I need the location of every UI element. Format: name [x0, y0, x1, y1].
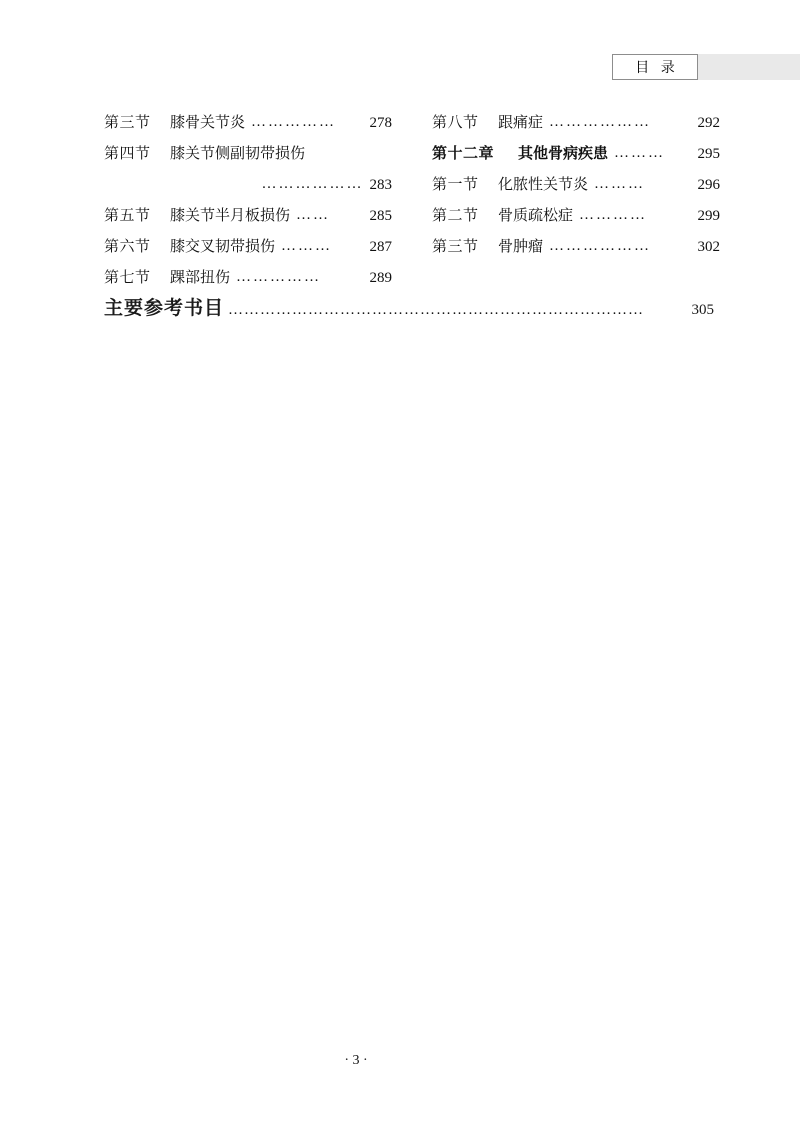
toc-column-left — [104, 108, 392, 294]
toc-entry[interactable] — [104, 139, 392, 170]
toc-leader: ………… — [579, 207, 648, 223]
toc-leader: ……… — [594, 176, 646, 192]
toc-entry-label: 第八节 — [432, 115, 479, 131]
toc-entry-label: 第四节 — [104, 146, 151, 162]
page-folio: · 3 · — [344, 1053, 368, 1068]
toc-page-number: 278 — [369, 115, 392, 131]
toc-entry[interactable] — [432, 108, 720, 139]
toc-entry-title: 跟痛症 — [498, 115, 544, 131]
toc-page-number: 287 — [369, 239, 392, 255]
toc-leader: ……………… — [549, 238, 652, 254]
toc-page-number: 302 — [697, 239, 720, 255]
toc-page-number: 289 — [369, 270, 392, 286]
toc-entry[interactable] — [104, 108, 392, 139]
toc-entry-chapter[interactable] — [432, 139, 720, 170]
toc-entry-title: 其他骨病疾患 — [518, 146, 609, 162]
toc-entry-title: 膝交叉韧带损伤 — [170, 239, 276, 255]
toc-entry-title: 骨质疏松症 — [498, 208, 574, 224]
toc-entry[interactable] — [432, 170, 720, 201]
references-page-number: 305 — [691, 302, 714, 318]
toc-entry-label: 第三节 — [104, 115, 151, 131]
toc-entry-title: 踝部扭伤 — [170, 270, 231, 286]
toc-entry[interactable] — [104, 232, 392, 263]
toc-leader: ……… — [281, 238, 333, 254]
toc-entry-label: 第五节 — [104, 208, 151, 224]
toc-entry-label: 第七节 — [104, 270, 151, 286]
toc-entry-label: 第六节 — [104, 239, 151, 255]
toc-entry-title: 化脓性关节炎 — [498, 177, 589, 193]
toc-column-right — [432, 108, 720, 294]
toc-entry-label: 第一节 — [432, 177, 479, 193]
table-of-contents — [0, 108, 800, 294]
toc-leader: ……………… — [549, 114, 652, 130]
toc-page-number: 296 — [697, 177, 720, 193]
toc-entry[interactable] — [104, 201, 392, 232]
toc-entry-title: 膝关节半月板损伤 — [170, 208, 291, 224]
references-title: 主要参考书目 — [104, 298, 225, 319]
toc-leader: ……………… — [261, 176, 364, 192]
toc-page-number: 295 — [697, 146, 720, 162]
toc-leader: ……… — [614, 145, 666, 161]
toc-entry-label: 第三节 — [432, 239, 479, 255]
toc-entry[interactable] — [104, 263, 392, 294]
references-entry[interactable] — [104, 293, 714, 320]
toc-entry-title: 膝关节侧副韧带损伤 — [170, 146, 306, 162]
toc-entry-title: 骨肿瘤 — [498, 239, 544, 255]
toc-entry-label: 第二节 — [432, 208, 479, 224]
toc-entry[interactable] — [432, 201, 720, 232]
toc-leader: …………… — [236, 269, 322, 285]
toc-page-number: 299 — [697, 208, 720, 224]
toc-leader: …………… — [251, 114, 337, 130]
toc-page-number: 283 — [369, 177, 392, 193]
toc-page-number: 292 — [697, 115, 720, 131]
toc-entry[interactable] — [432, 232, 720, 263]
toc-columns — [0, 108, 800, 294]
toc-entry-continuation[interactable] — [104, 170, 392, 201]
running-head: 目 录 — [612, 54, 698, 80]
toc-page-number: 285 — [369, 208, 392, 224]
toc-leader: …… — [296, 207, 331, 223]
toc-entry-label: 第十二章 — [432, 146, 495, 162]
toc-entry-title: 膝骨关节炎 — [170, 115, 246, 131]
references-leader: …………………………………………………………………… — [228, 302, 645, 318]
